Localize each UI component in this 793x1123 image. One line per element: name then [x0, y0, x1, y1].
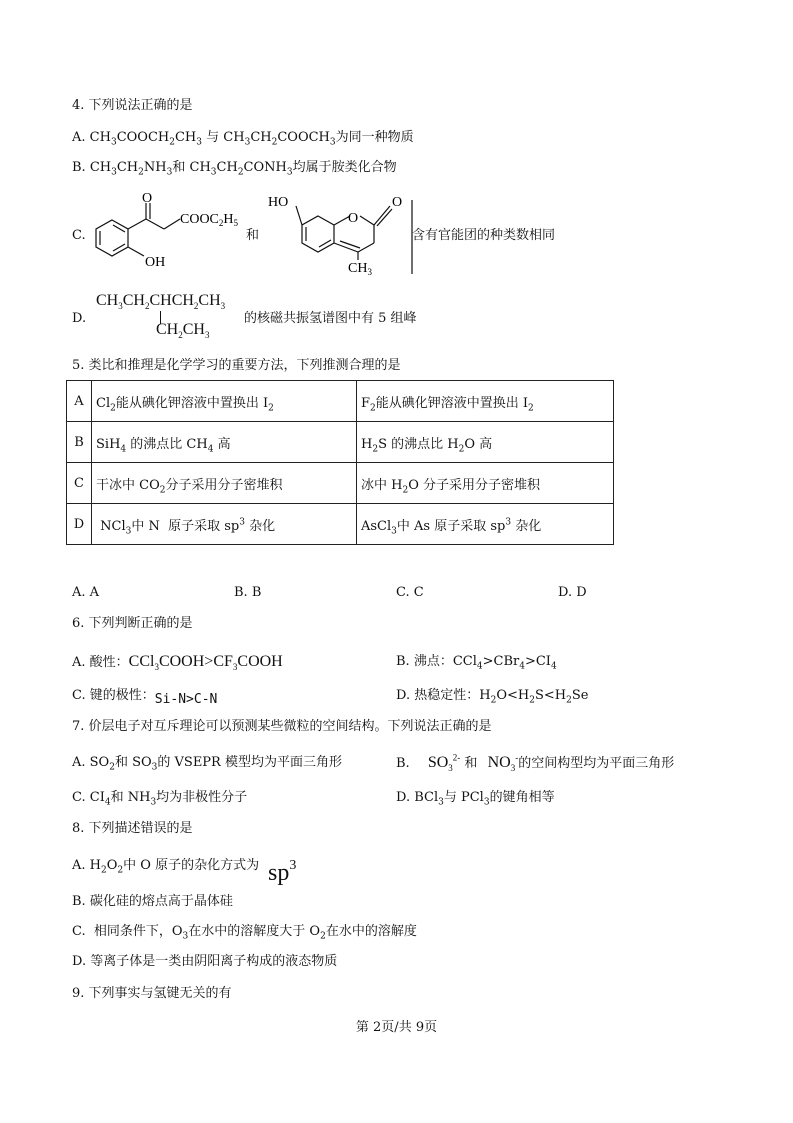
q5-row-right: $F_2$能从碘化钾溶液中置换出 $I_2$	[357, 381, 614, 422]
q6-option-c: C. 键的极性：Si-N>C-N	[72, 688, 218, 707]
q8-option-b: B. 碳化硅的熔点高于晶体硅	[72, 894, 233, 909]
q5-row-key: A	[67, 381, 92, 422]
q6-option-b: B. 沸点：$CCl_4>CBr_4>CI_4$	[396, 654, 557, 672]
q6-option-a: A. 酸性：$CCl_3COOH>CF_3COOH$	[72, 653, 283, 673]
q5-choice-d: D. D	[558, 585, 587, 600]
q4-c-conj: 和	[246, 228, 260, 243]
q7-stem: 7. 价层电子对互斥理论可以预测某些微粒的空间结构。下列说法正确的是	[72, 719, 492, 734]
q4-c-molecule-1	[88, 192, 248, 274]
q4-option-c-label: C.	[72, 228, 86, 243]
q4-c-molecule-2	[262, 188, 414, 276]
table-row	[67, 504, 614, 545]
q8-option-a: A. $H_2O_2$中 O 原子的杂化方式为	[72, 858, 260, 876]
q5-choice-b: B. B	[234, 585, 262, 600]
table-row	[67, 422, 614, 463]
q5-row-right: 冰中 $H_2O$ 分子采用分子密堆积	[357, 463, 614, 504]
q4-c-suffix: 含有官能团的种类数相同	[412, 228, 556, 243]
q4-c-mol2-ch3: $CH_3$	[348, 261, 372, 276]
q4-c-mol1-o: O	[142, 192, 153, 206]
q5-row-key: B	[67, 422, 92, 463]
q5-row-left: 干冰中 $CO_2$分子采用分子密堆积	[92, 463, 357, 504]
q4-c-mol2-carbonyl-o: O	[392, 195, 403, 210]
q4-option-a: A. $CH_3COOCH_2CH_3$ 与 $CH_3CH_2COOCH_3$为同一种物质	[72, 130, 414, 148]
q4-option-b: B. $CH_3CH_2NH_3$和 $CH_3CH_2CONH_3$均属于胺类化合物	[72, 160, 397, 178]
q5-row-left: SiH$_4$ 的沸点比 $CH_4$ 高	[92, 422, 357, 463]
q4-stem: 4. 下列说法正确的是	[72, 98, 193, 113]
q6-option-d: D. 热稳定性：$H_2O<H_2S<H_2Se$	[396, 688, 589, 706]
q5-choice-a: A. A	[72, 585, 100, 600]
q9-stem: 9. 下列事实与氢键无关的有	[72, 986, 232, 1001]
q4-c-mol1-oh: OH	[145, 255, 166, 270]
table-row	[67, 463, 614, 504]
q4-d-formula-branch: $CH_2CH_3$	[156, 321, 210, 341]
q4-c-mol2-ho: HO	[268, 195, 289, 210]
q4-c-mol1-ester: $COOC_2H_5$	[180, 212, 239, 228]
q5-choice-c: C. C	[396, 585, 424, 600]
page-footer: 第 2页/共 9页	[355, 1020, 438, 1035]
q5-row-left: NCl$_3$中 N 原子采取 $sp^3$ 杂化	[92, 504, 357, 545]
q7-option-c: C. $CI_4$和 $NH_3$均为非极性分子	[72, 790, 248, 808]
q8-option-c: C. 相同条件下，$O_3$在水中的溶解度大于 $O_2$在水中的溶解度	[72, 924, 417, 942]
q8-option-d: D. 等离子体是一类由阴阳离子构成的液态物质	[72, 954, 338, 969]
q8-a-formula: $sp^3$	[268, 858, 297, 886]
q5-row-left: $Cl_2$能从碘化钾溶液中置换出 $I_2$	[92, 381, 357, 422]
q4-d-suffix: 的核磁共振氢谱图中有 5 组峰	[244, 311, 417, 326]
q5-row-key: D	[67, 504, 92, 545]
q4-c-mol2-ring-o: O	[348, 211, 359, 226]
q7-option-a: A. $SO_2$和 $SO_3$的 VSEPR 模型均为平面三角形	[72, 755, 342, 773]
table-row	[67, 381, 614, 422]
q5-row-right: AsCl$_3$中 As 原子采取 $sp^3$ 杂化	[357, 504, 614, 545]
q5-row-right: $H_2S$ 的沸点比 $H_2O$ 高	[357, 422, 614, 463]
q7-option-b: B. $SO_3^{2-}$ 和 $NO_3^-$的空间构型均为平面三角形	[396, 752, 675, 774]
q4-d-formula-main: $CH_3CH_2CHCH_2CH_3$	[96, 292, 226, 312]
q6-stem: 6. 下列判断正确的是	[72, 616, 193, 631]
q8-stem: 8. 下列描述错误的是	[72, 821, 193, 836]
q7-option-d: D. BCl$_3$与 PCl$_3$的键角相等	[396, 790, 555, 808]
q5-row-key: C	[67, 463, 92, 504]
q4-option-d-label: D.	[72, 311, 87, 326]
q5-stem: 5. 类比和推理是化学学习的重要方法，下列推测合理的是	[72, 358, 401, 373]
q5-table	[66, 380, 614, 545]
